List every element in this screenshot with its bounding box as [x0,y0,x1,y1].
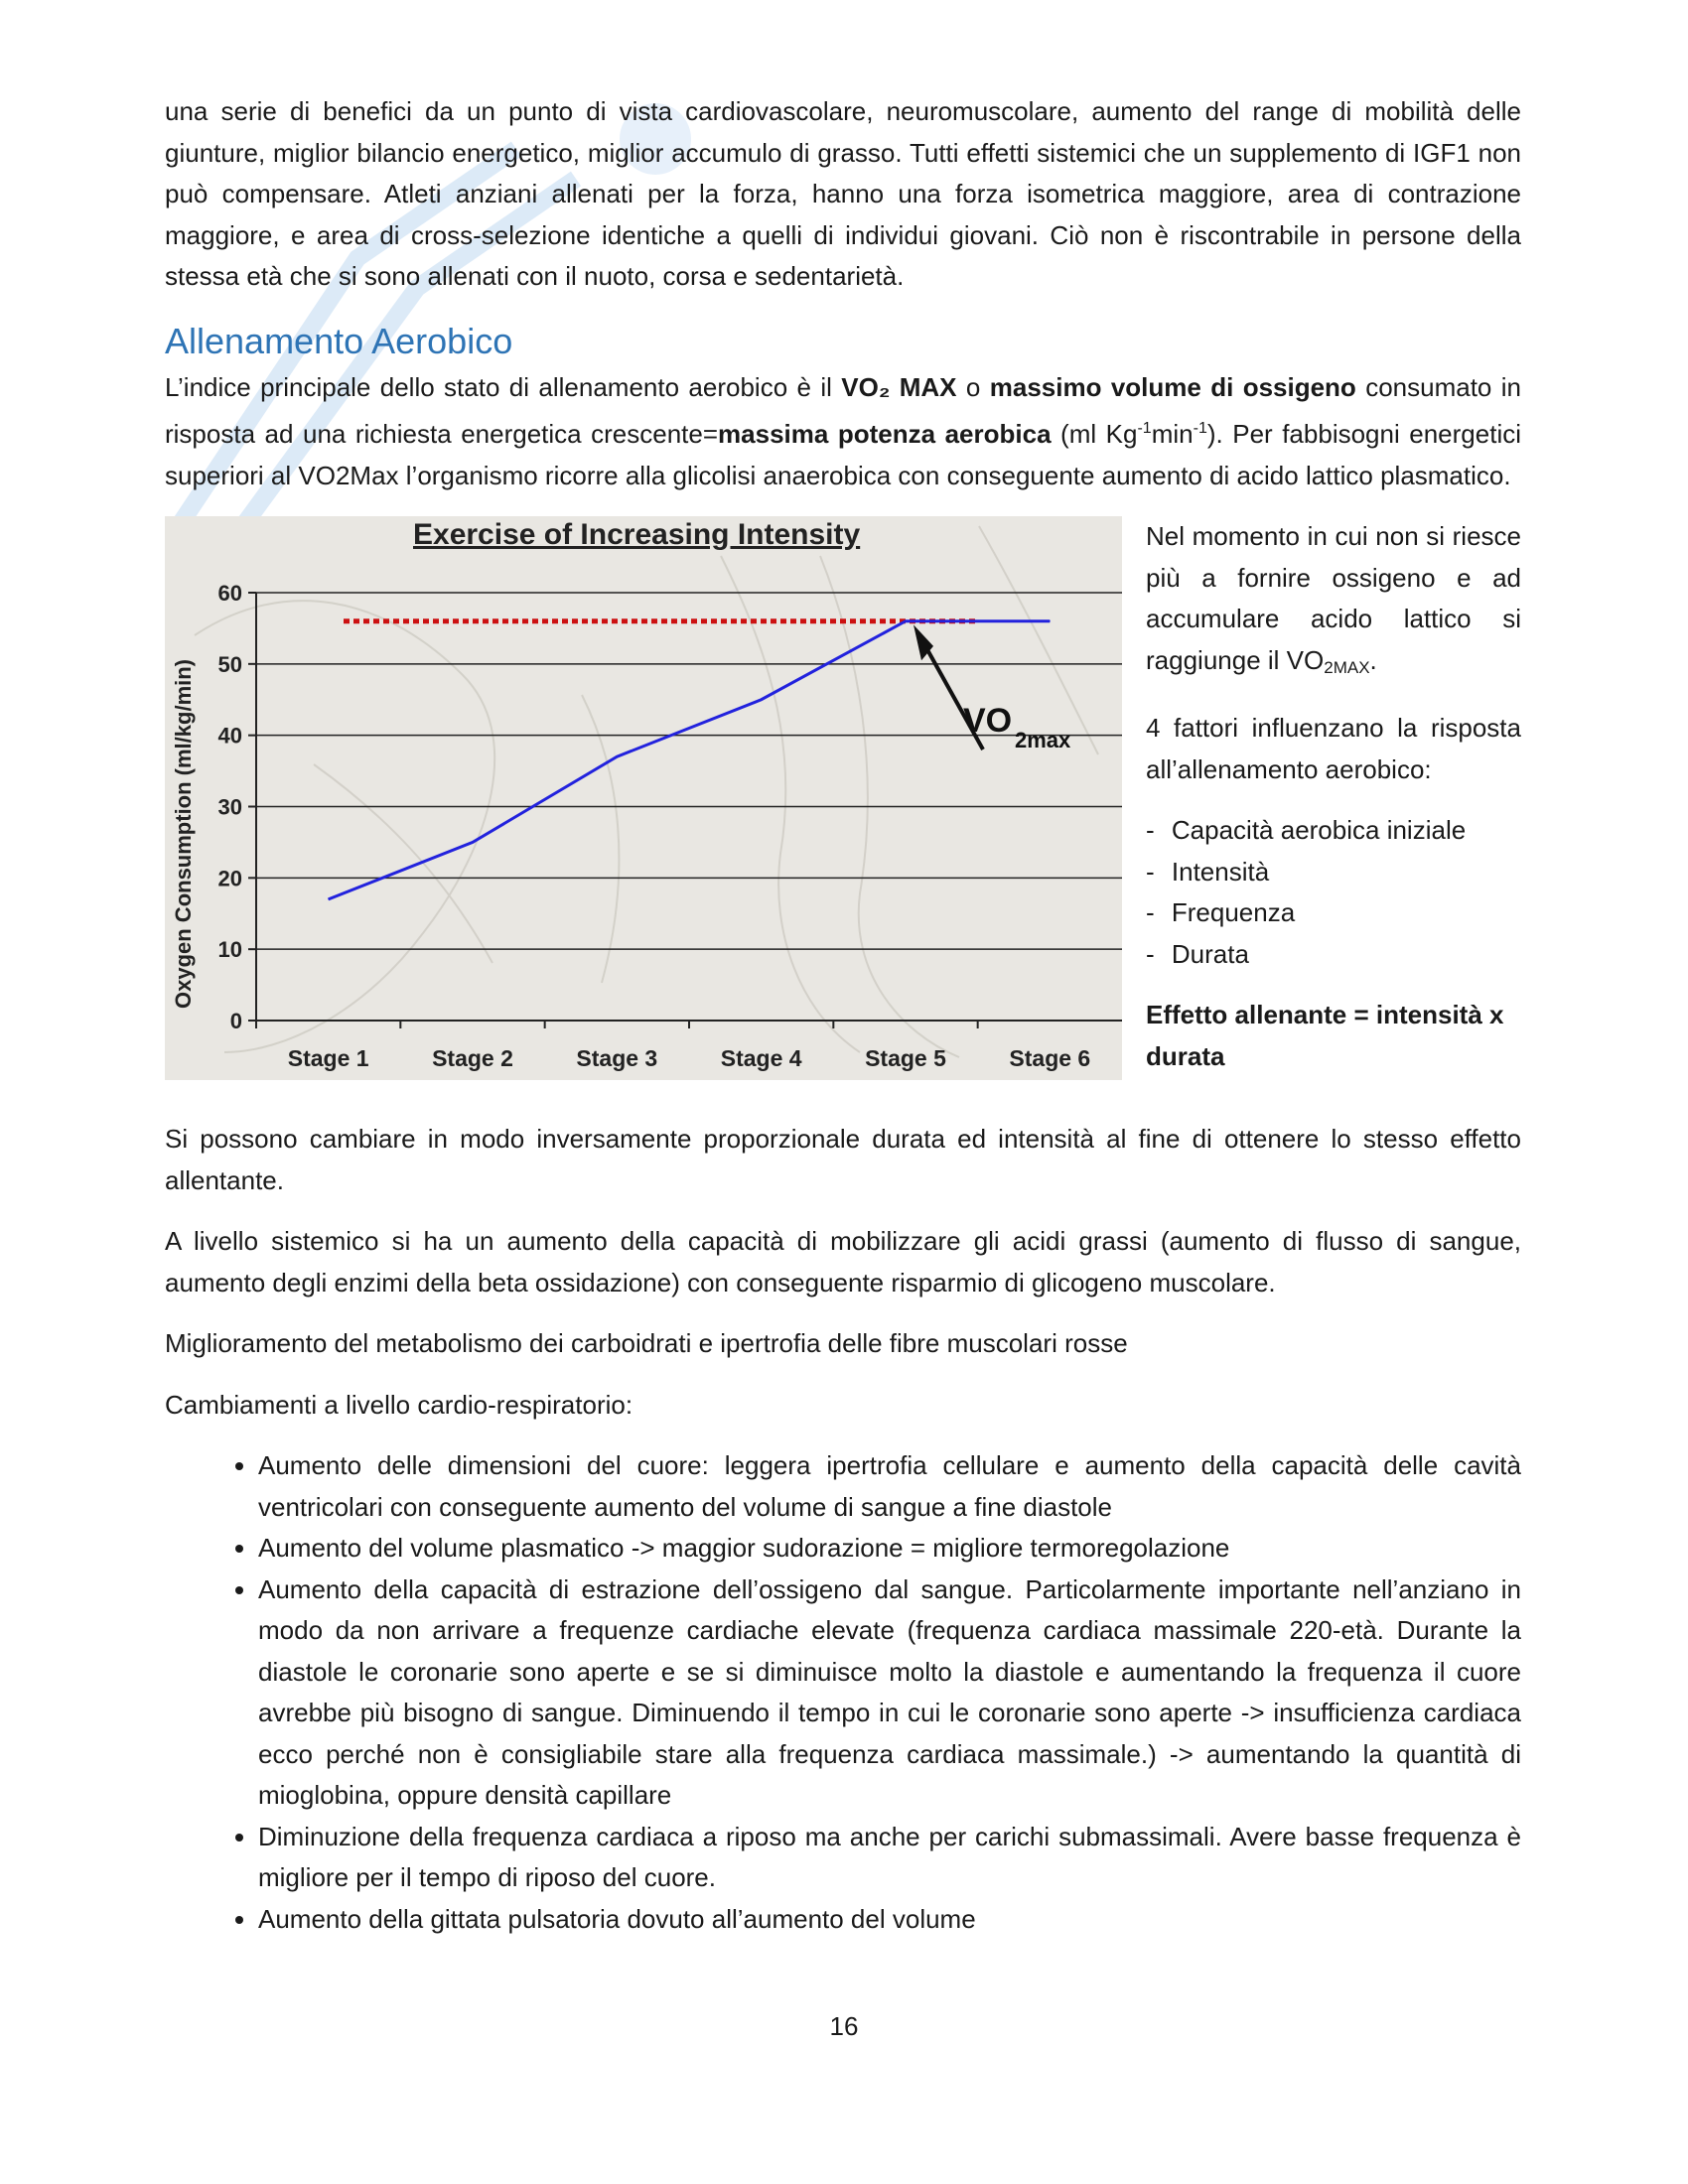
intro-paragraph: una serie di benefici da un punto di vista cardiovascolare, neuromuscolare, aumento del range di mobilità delle giunture, miglior bilancio energetico, miglior accumulo di grasso. Tutti effetti sistemici che un supplemento di IGF1 non può compensare. Atleti anziani allenati per la forza, hanno una forza isometrica maggiore, area di contrazione maggiore, e area di cross-selezione identiche a quelli di individui giovani. Ciò non è riscontrabile in persone della stessa età che si sono allenati con il nuoto, corsa e sedentarietà. [165,96,1521,291]
bold-max-oxygen: massimo volume di ossigeno [989,371,1356,402]
subscript: 2MAX [1324,657,1370,677]
paragraph: Si possono cambiare in modo inversamente proporzionale durata ed intensità al fine di ottenere lo stesso effetto allentante. [165,1124,1521,1195]
paragraph: Cambiamenti a livello cardio-respiratorio: [165,1389,633,1420]
list-item: - Durata [1146,934,1521,976]
data-point [761,699,762,700]
annotation-label: VO [963,702,1013,741]
paragraph: A livello sistemico si ha un aumento della capacità di mobilizzare gli acidi grassi (aumento di flusso di sangue, aumento degli enzimi della beta ossidazione) con conseguente risparmio di glicogeno muscolare. [165,1226,1521,1297]
y-tick-label: 30 [217,794,242,820]
y-axis-label: Oxygen Consumption (ml/kg/min) [171,658,196,1010]
text-run: L’indice principale dello stato di allenamento aerobico è il [165,371,842,402]
x-tick-label: Stage 2 [432,1045,513,1071]
chart-title: Exercise of Increasing Intensity [413,518,861,551]
text-run: consumato in risposta ad una richiesta energetica crescente= [165,371,1521,449]
list-item: • Aumento del volume plasmatico -> maggior sudorazione = migliore termoregolazione [258,1528,1521,1570]
list-item: • Diminuzione della frequenza cardiaca a riposo ma anche per carichi submassimali. Avere basse frequenza è migliore per il tempo di riposo del cuore. [258,1817,1521,1899]
list-item: - Capacità aerobica iniziale [1146,810,1521,852]
vo2-chart [165,516,1122,1080]
list-item: - Intensità [1146,852,1521,893]
page-number: 16 [829,2011,859,2041]
data-point [1050,620,1051,621]
list-item: • Aumento delle dimensioni del cuore: leggera ipertrofia cellulare e aumento della capacità delle cavità ventricolari con conseguente aumento del volume di sangue a fine diastole [258,1445,1521,1528]
data-point [473,842,474,843]
data-point [906,620,907,621]
side-paragraph-2: 4 fattori influenzano la risposta all’allenamento aerobico: [1146,713,1521,784]
text-run: (ml Kg [1051,419,1138,449]
list-item: • Aumento della capacità di estrazione dell’ossigeno dal sangue. Particolarmente importante nell’anziano in modo da non arrivare a frequenze cardiache elevate (frequenza cardiaca massimale 220-età. Durante la diastole le coronarie sono aperte e se si diminuisce molto la diastole e aumentando la frequenza il cuore avrebbe più bisogno di sangue. Diminuendo il tempo in cui le coronarie sono aperte -> insufficienza cardiaca ecco perché non è consigliabile stare alla frequenza cardiaca massimale.) -> aumentando la quantità di mioglobina, oppure densità capillare [258,1570,1521,1817]
x-tick-label: Stage 1 [287,1045,369,1071]
bold-text: Effetto allenante = intensità x durata [1146,1000,1504,1071]
y-tick-label: 10 [217,937,242,963]
y-tick-label: 40 [217,723,242,749]
y-tick-label: 20 [217,866,242,891]
x-tick-label: Stage 6 [1009,1045,1091,1071]
bold-vo2max: VO₂ MAX [841,371,957,402]
effect-formula [1146,995,1521,1077]
text-run: . [1369,644,1377,675]
data-point [617,756,618,757]
y-tick-label: 0 [229,1009,242,1033]
x-tick-label: Stage 5 [865,1045,946,1071]
y-tick-label: 60 [217,581,242,606]
side-paragraph-1 [1146,516,1521,688]
chart-row [165,516,1521,1097]
data-point [328,898,329,899]
chart-side-text [1146,516,1521,1097]
page-content [165,91,1521,1940]
bullet-list [165,1445,1521,1940]
factors-list [1146,810,1521,975]
bold-max-aerobic-power: massima potenza aerobica [718,419,1052,449]
superscript: -1 [1193,420,1207,437]
text-run: min [1151,419,1194,449]
text-run: o [956,371,990,402]
section-heading: Allenamento Aerobico [165,320,513,361]
y-tick-label: 50 [217,651,242,677]
x-tick-label: Stage 3 [576,1045,658,1071]
paragraph: Miglioramento del metabolismo dei carboidrati e ipertrofia delle fibre muscolari rosse [165,1328,1128,1358]
x-tick-label: Stage 4 [720,1045,802,1071]
aerobic-paragraph [165,367,1521,497]
annotation-subscript: 2max [1015,727,1071,752]
list-item: • Aumento della gittata pulsatoria dovuto all’aumento del volume [258,1899,1521,1941]
list-item: - Frequenza [1146,892,1521,934]
text-run: ). Per fabbisogni energetici superiori al VO2Max l’organismo ricorre alla glicolisi anaerobica con conseguente aumento di acido lattico plasmatico. [165,419,1521,490]
superscript: -1 [1137,420,1152,437]
text-run: Nel momento in cui non si riesce più a fornire ossigeno e ad accumulare acido lattico si raggiunge il VO [1146,521,1521,675]
